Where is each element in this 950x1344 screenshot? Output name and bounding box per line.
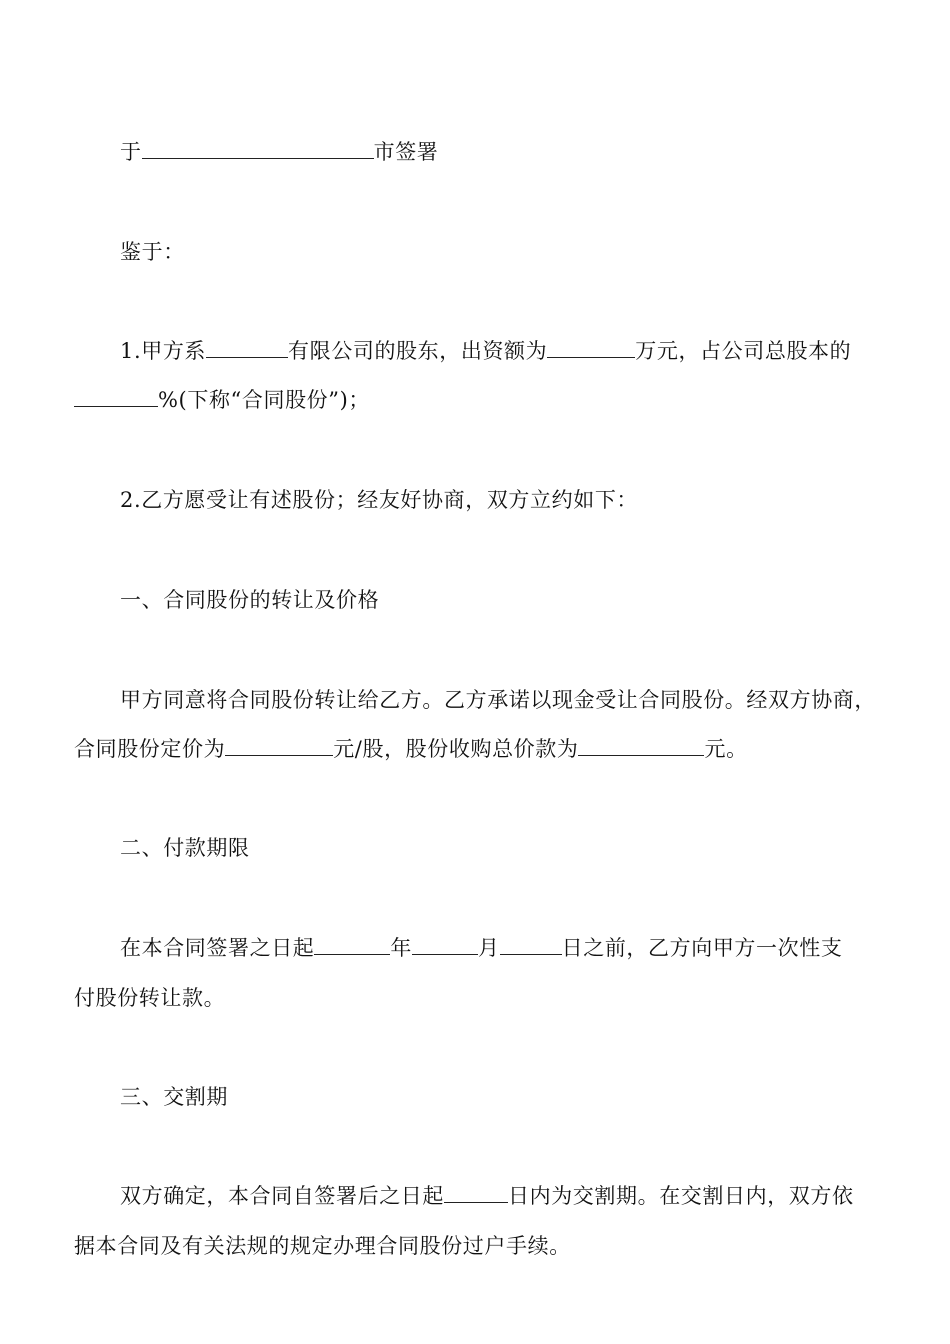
section-2-paragraph-line-2: 付股份转让款。	[74, 986, 226, 1010]
section-3-paragraph-line-1	[120, 1182, 854, 1210]
section-2-text-d: 日之前，乙方向甲方一次性支	[561, 936, 843, 960]
clause-1-text-d: %(下称“合同股份”)；	[158, 388, 371, 412]
section-3-title: 三、交割期	[120, 1085, 228, 1109]
section-2-title: 二、付款期限	[120, 836, 250, 860]
clause-1-line-2	[74, 386, 370, 414]
section-2-paragraph-line-1	[120, 934, 842, 962]
price-per-share-blank[interactable]	[225, 735, 333, 756]
section-2-text-a: 在本合同签署之日起	[120, 936, 315, 960]
section-2-text-b: 年	[390, 936, 413, 960]
clause-1-line-1	[120, 337, 851, 365]
sign-place-line	[120, 138, 438, 166]
total-price-blank[interactable]	[578, 735, 704, 756]
clause-1-text-a: 1.甲方系	[120, 339, 207, 363]
percentage-blank[interactable]	[74, 386, 158, 407]
month-blank[interactable]	[412, 934, 478, 955]
settlement-days-blank[interactable]	[444, 1182, 508, 1203]
section-3-paragraph-line-2: 据本合同及有关法规的规定办理合同股份过户手续。	[74, 1234, 571, 1258]
sign-place-prefix: 于	[120, 140, 142, 164]
section-1-paragraph-line-1: 甲方同意将合同股份转让给乙方。乙方承诺以现金受让合同股份。经双方协商，	[120, 688, 876, 712]
clause-1-text-b: 有限公司的股东，出资额为	[288, 339, 548, 363]
clause-1-text-c: 万元，占公司总股本的	[635, 339, 852, 363]
section-2-text-c: 月	[478, 936, 500, 960]
section-3-text-b: 日内为交割期。在交割日内，双方依	[508, 1184, 854, 1208]
section-1-text-c: 元。	[704, 737, 748, 761]
section-3-text-a: 双方确定，本合同自签署后之日起	[120, 1184, 444, 1208]
company-name-blank[interactable]	[206, 337, 288, 358]
section-1-paragraph-line-2	[74, 735, 748, 763]
day-blank[interactable]	[500, 934, 562, 955]
sign-place-suffix: 市签署	[373, 140, 439, 164]
section-1-text-a: 合同股份定价为	[74, 737, 226, 761]
capital-amount-blank[interactable]	[547, 337, 635, 358]
whereas-heading: 鉴于：	[120, 240, 185, 264]
section-1-text-b: 元/股，股份收购总价款为	[333, 737, 579, 761]
section-1-title: 一、合同股份的转让及价格	[120, 588, 380, 612]
sign-place-blank[interactable]	[142, 138, 374, 159]
clause-2: 2.乙方愿受让有述股份；经友好协商，双方立约如下：	[120, 488, 639, 512]
year-blank[interactable]	[314, 934, 390, 955]
